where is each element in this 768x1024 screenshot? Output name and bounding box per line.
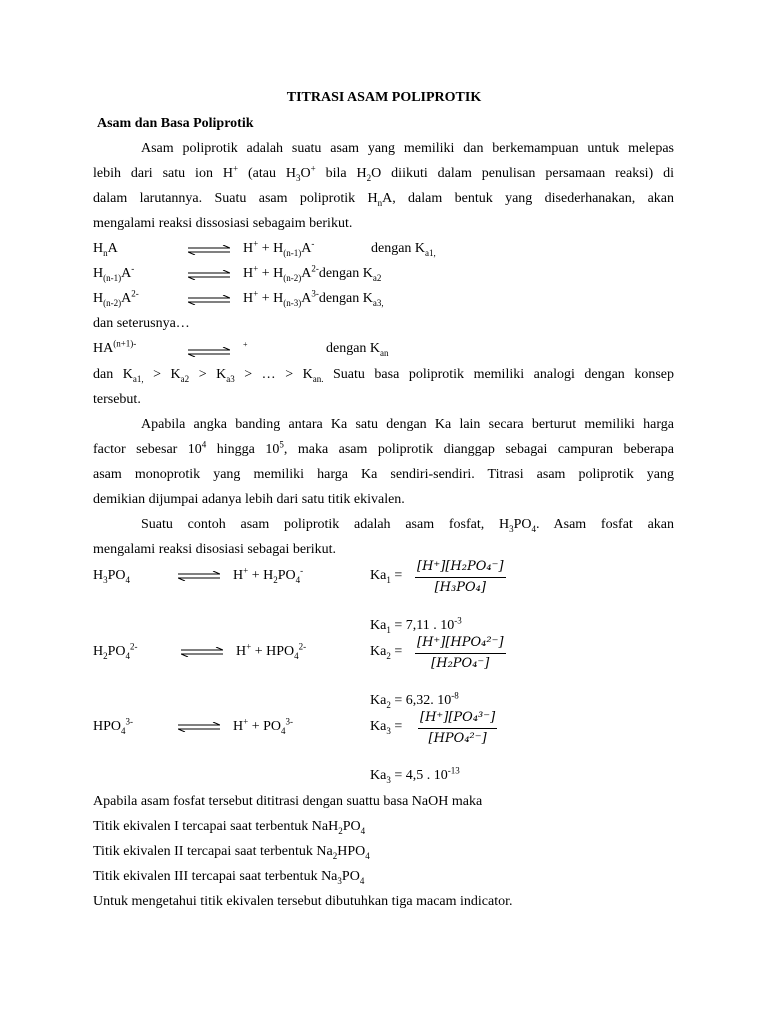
tail-line2: Titik ekivalen I tercapai saat terbentuk $NaH_2PO_4$	[93, 819, 366, 836]
p2-line1: dan $K_{a1,} > K_{a2} > K_{a3}$ > … > $K_{an.}$ Suatu basa poliprotik memiliki analogi dengan konsep	[93, 367, 674, 384]
ka2-label: $Ka_2$ =	[370, 644, 403, 661]
equilibrium-arrow-icon	[181, 647, 223, 657]
p1-line4: mengalami reaksi dissosiasi sebagaim berikut.	[93, 216, 353, 231]
p1-line3: dalam larutannya. Suatu asam poliprotik $H_nA$, dalam bentuk yang disederhanakan, akan	[93, 191, 674, 208]
equilibrium-arrow-icon	[178, 722, 220, 732]
tail-line3: Titik ekivalen II tercapai saat terbentuk $Na_2HPO_4$	[93, 844, 370, 861]
eq4-condition: dengan $K_{an}$	[326, 341, 389, 358]
equilibrium-arrow-icon	[188, 270, 230, 280]
eq4-right-mark: +	[243, 340, 248, 349]
equilibrium-arrow-icon	[188, 295, 230, 305]
ka1-label: $Ka_1$ =	[370, 568, 403, 585]
ka1-denominator: [H₃PO₄]	[434, 580, 486, 595]
ka2-denominator: [H₂PO₄⁻]	[431, 656, 490, 671]
equilibrium-arrow-icon	[188, 347, 230, 357]
section-heading: Asam dan Basa Poliprotik	[97, 116, 254, 131]
ka2-numerator: [H⁺][HPO₄²⁻]	[417, 635, 504, 650]
tail-line1: Apabila asam fosfat tersebut dititrasi dengan suattu basa NaOH maka	[93, 794, 483, 809]
eq3-left: $H_{(n-2)}A^{2-}$	[93, 288, 139, 308]
eq1-right: $H^+ + H_{(n-1)}A^-$	[243, 238, 315, 258]
ka3-label: $Ka_3$ =	[370, 719, 403, 736]
phos-eq3-left: $HPO_4^{3-}$	[93, 716, 134, 736]
p3-line2: factor sebesar $10^4$ hingga $10^5$, maka asam poliprotik dianggap sebagai campuran beberapa	[93, 439, 675, 457]
etc-line: dan seterusnya…	[93, 316, 190, 331]
p3-line1: Apabila angka banding antara Ka satu dengan Ka lain secara berturut memiliki harga	[141, 417, 674, 432]
phos-eq2-left: $H_2PO_4^{2-}$	[93, 641, 138, 661]
ka2-fraction	[415, 634, 506, 673]
p3-line4: demikian dijumpai adanya lebih dari satu titik ekivalen.	[93, 492, 405, 507]
document-title: TITRASI ASAM POLIPROTIK	[286, 90, 482, 105]
eq1-left: $H_nA$	[93, 241, 118, 258]
p3-line3: asam monoprotik yang memiliki harga Ka sendiri-sendiri. Titrasi asam poliprotik yang	[93, 467, 674, 482]
equilibrium-arrow-icon	[178, 571, 220, 581]
ka1-numerator: [H⁺][H₂PO₄⁻]	[417, 559, 504, 574]
phos-eq1-left: $H_3PO_4$	[93, 568, 131, 585]
ka3-value: $Ka_3 = 4,5$ . $10^{-13}$	[370, 765, 460, 785]
ka3-fraction	[418, 709, 497, 748]
p1-line2: lebih dari satu ion H+ (atau $H_3O^+$ bila $H_2O$ diikuti dalam penulisan persamaan reaksi) di	[93, 163, 675, 183]
p4-line2: mengalami reaksi disosiasi sebagai berikut.	[93, 542, 336, 557]
p4-line1: Suatu contoh asam poliprotik adalah asam fosfat, $H_3PO_4$. Asam fosfat akan	[141, 517, 674, 534]
phos-eq3-right: $H^+ + PO_4^{3-}$	[233, 716, 293, 736]
ka1-fraction	[415, 558, 506, 597]
phos-eq1-right: $H^+ + H_2PO_4^-$	[233, 565, 304, 585]
phos-eq2-right: $H^+ + HPO_4^{2-}$	[236, 641, 307, 661]
eq1-condition: dengan $K_{a1,}$	[371, 241, 436, 258]
ka1-value: $Ka_1 = 7,11$ . $10^{-3}$	[370, 615, 462, 635]
equilibrium-arrow-icon	[188, 245, 230, 255]
ka3-numerator: [H⁺][PO₄³⁻]	[420, 710, 496, 725]
eq4-left: $HA^{(n+1)-}$	[93, 338, 137, 356]
tail-line4: Titik ekivalen III tercapai saat terbentuk $Na_3PO_4$	[93, 869, 365, 886]
p2-line2: tersebut.	[93, 392, 141, 407]
ka2-value: $Ka_2 = 6,32$. $10^{-8}$	[370, 690, 459, 710]
eq2-left: $H_{(n-1)}A^-$	[93, 263, 135, 283]
ka3-denominator: [HPO₄²⁻]	[428, 731, 487, 746]
p1-line1: Asam poliprotik adalah suatu asam yang memiliki dan berkemampuan untuk melepas	[141, 141, 674, 156]
tail-line5: Untuk mengetahui titik ekivalen tersebut dibutuhkan tiga macam indicator.	[93, 894, 513, 909]
eq2-right: $H^+ + H_{(n-2)}A^{2-}dengan$ $K_{a2}$	[243, 263, 382, 283]
eq3-right: $H^+ + H_{(n-3)}A^{3-}dengan$ $K_{a3,}$	[243, 288, 384, 308]
